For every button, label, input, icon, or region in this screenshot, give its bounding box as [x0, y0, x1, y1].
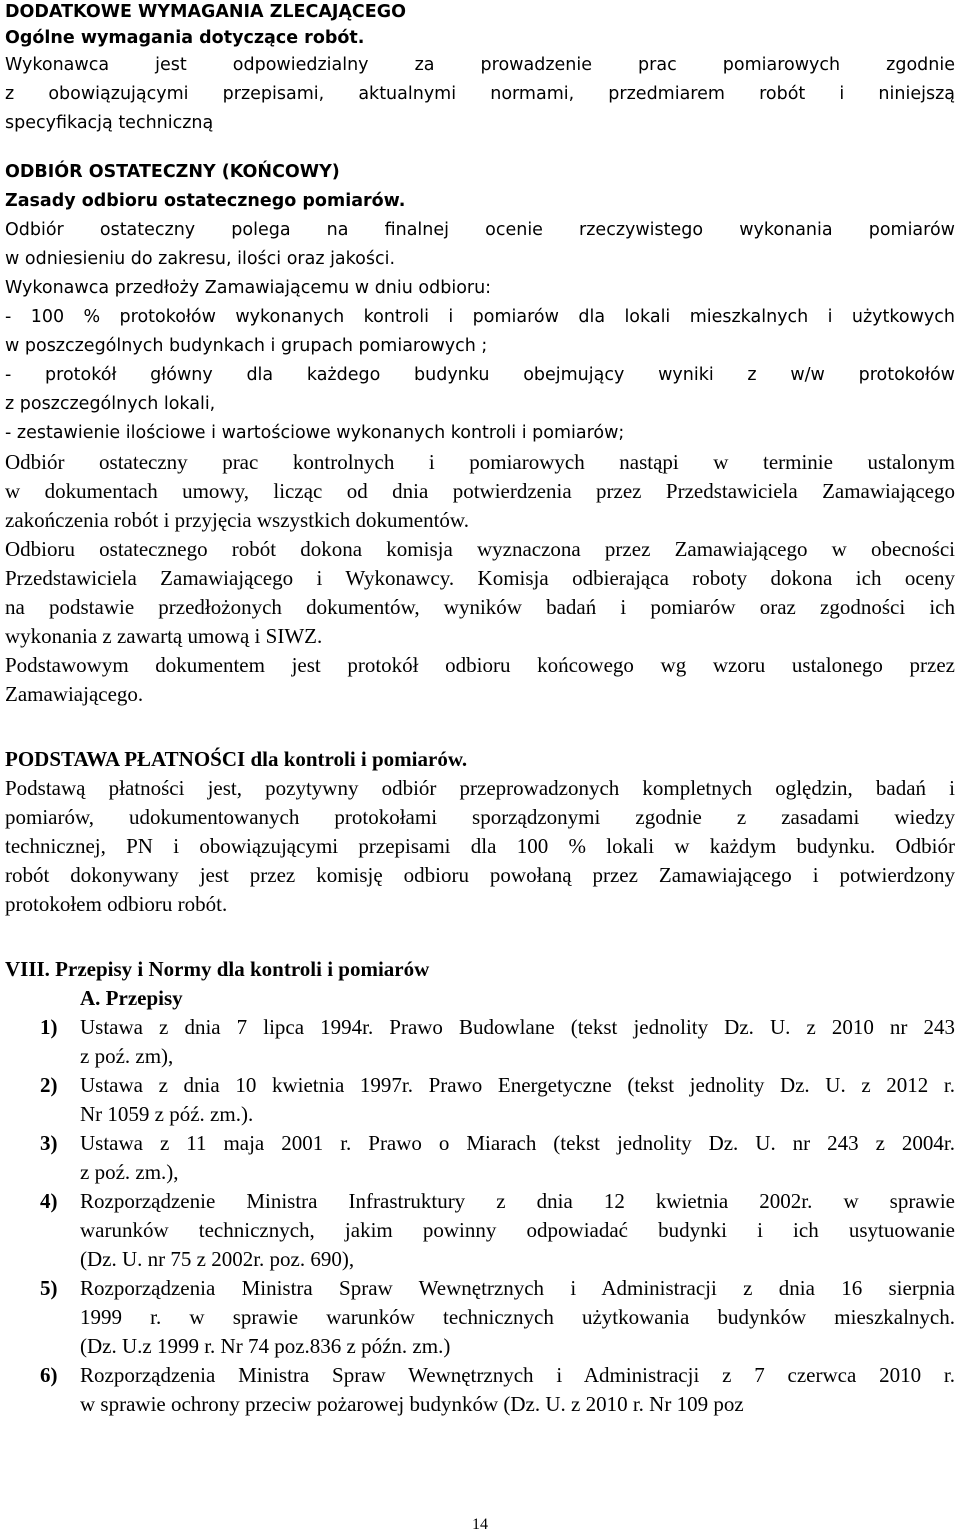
text-line: zakończenia robót i przyjęcia wszystkich dokumentów.: [5, 508, 469, 532]
section-heading: PODSTAWA PŁATNOŚCI dla kontroli i pomiarów.: [5, 747, 468, 771]
text-line: Wykonawca przedłoży Zamawiającemu w dniu odbioru:: [5, 278, 492, 298]
text-line: Odbiór ostateczny prac kontrolnych i pomiarowych nastąpi w terminie ustalonym: [5, 450, 955, 474]
list-item: w poszczególnych budynkach i grupach pomiarowych ;: [5, 336, 488, 356]
document-subtitle: Ogólne wymagania dotyczące robót.: [5, 28, 365, 48]
regulation-line: Rozporządzenie Ministra Infrastruktury z dnia 12 kwietnia 2002r. w sprawie: [80, 1189, 955, 1213]
text-line: pomiarów, udokumentowanych protokołami sporządzonymi zgodnie z zasadami wiedzy: [5, 805, 955, 829]
regulation-item: [5, 1013, 955, 1071]
section-heading: ODBIÓR OSTATECZNY (KOŃCOWY): [5, 162, 340, 182]
regulation-line: (Dz. U.z 1999 r. Nr 74 poz.836 z późn. zm.): [80, 1334, 451, 1358]
regulation-item: [5, 1187, 955, 1274]
text-line: protokołem odbioru robót.: [5, 892, 228, 916]
text-line: w odniesieniu do zakresu, ilości oraz jakości.: [5, 249, 396, 269]
document-page: [5, 0, 955, 1419]
regulation-line: Ustawa z dnia 7 lipca 1994r. Prawo Budowlane (tekst jednolity Dz. U. z 2010 nr 243: [80, 1015, 955, 1039]
regulation-line: w sprawie ochrony przeciw pożarowej budynków (Dz. U. z 2010 r. Nr 109 poz: [80, 1392, 744, 1416]
regulation-line: Rozporządzenia Ministra Spraw Wewnętrznych i Administracji z 7 czerwca 2010 r.: [80, 1363, 955, 1387]
section-heading: VIII. Przepisy i Normy dla kontroli i pomiarów: [5, 957, 430, 981]
spacer: [5, 138, 955, 158]
regulation-number: 5): [40, 1276, 58, 1300]
text-line: Zamawiającego.: [5, 682, 144, 706]
regulation-line: Rozporządzenia Ministra Spraw Wewnętrznych i Administracji z dnia 16 sierpnia: [80, 1276, 955, 1300]
text-line: Podstawą płatności jest, pozytywny odbiór przeprowadzonych kompletnych oględzin, badań i: [5, 776, 955, 800]
regulation-line: 1999 r. w sprawie warunków technicznych użytkowania budynków mieszkalnych.: [80, 1305, 955, 1329]
regulation-line: z poź. zm.),: [80, 1160, 179, 1184]
regulation-item: [5, 1361, 955, 1419]
text-line: Wykonawca jest odpowiedzialny za prowadzenie prac pomiarowych zgodnie: [5, 55, 955, 75]
list-item: - zestawienie ilościowe i wartościowe wykonanych kontroli i pomiarów;: [5, 423, 625, 443]
text-line: Odbiór ostateczny polega na finalnej ocenie rzeczywistego wykonania pomiarów: [5, 220, 955, 240]
regulation-number: 2): [40, 1073, 58, 1097]
regulation-item: [5, 1071, 955, 1129]
regulation-item: [5, 1274, 955, 1361]
regulation-number: 4): [40, 1189, 58, 1213]
list-item: z poszczególnych lokali,: [5, 394, 216, 414]
section-subheading: Zasady odbioru ostatecznego pomiarów.: [5, 191, 406, 211]
text-line: Odbioru ostatecznego robót dokona komisja wyznaczona przez Zamawiającego w obecności: [5, 537, 955, 561]
regulation-number: 1): [40, 1015, 58, 1039]
regulation-line: warunków technicznych, jakim powinny odpowiadać budynki i ich usytuowanie: [80, 1218, 955, 1242]
final-acceptance-section: [5, 158, 955, 709]
payment-section: [5, 745, 955, 919]
spacer: [5, 709, 955, 745]
general-requirements: [5, 51, 955, 138]
text-line: Podstawowym dokumentem jest protokół odbioru końcowego wg wzoru ustalonego przez: [5, 653, 955, 677]
regulation-line: Ustawa z 11 maja 2001 r. Prawo o Miarach (tekst jednolity Dz. U. nr 243 z 2004r.: [80, 1131, 955, 1155]
text-line: Przedstawiciela Zamawiającego i Wykonawcy. Komisja odbierająca roboty dokona ich oceny: [5, 566, 955, 590]
text-line: specyfikacją techniczną: [5, 113, 214, 133]
regulation-item: [5, 1129, 955, 1187]
regulations-list: [5, 1013, 955, 1419]
regulations-section: [5, 955, 955, 1419]
regulation-line: Nr 1059 z póź. zm.).: [80, 1102, 254, 1126]
section-subheading: A. Przepisy: [80, 986, 183, 1010]
list-item: - 100 % protokołów wykonanych kontroli i pomiarów dla lokali mieszkalnych i użytkowych: [5, 307, 955, 327]
regulation-line: (Dz. U. nr 75 z 2002r. poz. 690),: [80, 1247, 355, 1271]
text-line: robót dokonywany jest przez komisję odbioru powołaną przez Zamawiającego i potwierdzony: [5, 863, 955, 887]
text-line: z obowiązującymi przepisami, aktualnymi normami, przedmiarem robót i niniejszą: [5, 84, 955, 104]
text-line: wykonania z zawartą umową i SIWZ.: [5, 624, 323, 648]
document-title: DODATKOWE WYMAGANIA ZLECAJĄCEGO: [5, 2, 406, 22]
spacer: [5, 919, 955, 955]
text-line: w dokumentach umowy, licząc od dnia potwierdzenia przez Przedstawiciela Zamawiającego: [5, 479, 955, 503]
regulation-line: z poź. zm),: [80, 1044, 174, 1068]
text-line: technicznej, PN i obowiązującymi przepisami dla 100 % lokali w każdym budynku. Odbiór: [5, 834, 955, 858]
regulation-number: 3): [40, 1131, 58, 1155]
list-item: - protokół główny dla każdego budynku obejmujący wyniki z w/w protokołów: [5, 365, 955, 385]
regulation-number: 6): [40, 1363, 58, 1387]
text-line: na podstawie przedłożonych dokumentów, wyników badań i pomiarów oraz zgodności ich: [5, 595, 955, 619]
regulation-line: Ustawa z dnia 10 kwietnia 1997r. Prawo Energetyczne (tekst jednolity Dz. U. z 2012 r.: [80, 1073, 955, 1097]
page-number: 14: [472, 1516, 488, 1533]
